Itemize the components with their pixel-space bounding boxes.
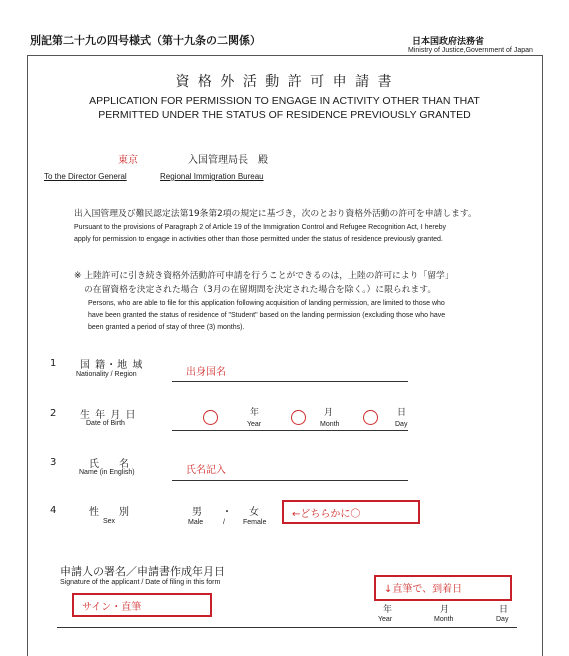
signature-label-ja: 申請人の署名／申請書作成年月日 (60, 565, 225, 578)
nationality-value[interactable]: 出身国名 (186, 367, 226, 378)
sex-slash: / (223, 519, 225, 526)
field1-label-en: Nationality / Region (76, 371, 137, 378)
sign-hint-box[interactable] (72, 593, 212, 617)
birth-year-ja: 年 (250, 408, 260, 418)
field3-label-ja: 氏 名 (89, 459, 129, 470)
filing-year-en: Year (378, 616, 393, 623)
filing-month-ja: 月 (440, 605, 450, 615)
title-en-line2: PERMITTED UNDER THE STATUS OF RESIDENCE PREVIOUSLY GRANTED (98, 109, 471, 121)
intro-en-line1: Pursuant to the provisions of Paragraph 2 of Article 19 of the Immigration Control and Refugee Recognition Act, I hereby (74, 224, 446, 231)
ministry-ja: 日本国政府法務省 (412, 37, 485, 47)
birth-month-ja: 月 (324, 408, 334, 418)
sex-male-en: Male (188, 519, 204, 526)
field4-label-en: Sex (103, 518, 116, 525)
birth-month-circle[interactable] (291, 410, 306, 425)
field4-number: 4 (50, 505, 57, 516)
nationality-underline (172, 381, 408, 382)
field1-number: 1 (50, 358, 57, 369)
note-ja-line1: ※ 上陸許可に引き続き資格外活動許可申請を行うことができるのは，上陸の許可により「留学」 (74, 271, 454, 281)
sex-hint-text: ←どちらかに〇 (292, 509, 361, 520)
sex-dot: ・ (222, 507, 232, 518)
birth-day-circle[interactable] (363, 410, 378, 425)
title-ja: 資 格 外 活 動 許 可 申 請 書 (175, 74, 394, 90)
addressee-city: 東京 (118, 155, 138, 166)
date-hint-box (374, 575, 512, 601)
intro-en-line2: apply for permission to engage in activities other than those permitted under the status of residence previously granted. (74, 236, 443, 243)
field4-label-ja: 性 別 (89, 507, 129, 518)
signature-underline (57, 627, 517, 628)
form-id: 別記第二十九の四号様式（第十九条の二関係） (30, 34, 261, 47)
filing-day-ja: 日 (499, 605, 509, 615)
field3-number: 3 (50, 457, 57, 468)
birthdate-underline (172, 430, 408, 431)
sex-female-en: Female (243, 519, 267, 526)
field1-label-ja: 国 籍・地 域 (80, 360, 144, 371)
ministry-en: Ministry of Justice,Government of Japan (408, 47, 533, 54)
birth-month-en: Month (320, 421, 340, 428)
name-value[interactable]: 氏名記入 (186, 465, 226, 476)
field2-number: 2 (50, 408, 57, 419)
signature-label-en: Signature of the applicant / Date of filing in this form (60, 579, 221, 586)
sex-hint-box (282, 500, 420, 524)
birth-year-circle[interactable] (203, 410, 218, 425)
note-en-line3: been granted a period of stay of three (3) months). (88, 324, 245, 331)
sex-female-ja[interactable]: 女 (249, 507, 259, 518)
field3-label-en: Name (in English) (79, 469, 135, 476)
note-en-line1: Persons, who are able to file for this application following acquisition of landing permission, are limited to those who (88, 300, 445, 307)
name-underline (172, 480, 408, 481)
birth-year-en: Year (247, 421, 262, 428)
addressee-bureau-ja: 入国管理局長 殿 (188, 155, 268, 166)
sex-male-ja[interactable]: 男 (192, 507, 202, 518)
filing-month-en: Month (434, 616, 454, 623)
addressee-bureau-en: Regional Immigration Bureau (160, 172, 264, 181)
note-en-line2: have been granted the status of residence of "Student" based on the landing permission (excluding those who have (88, 312, 446, 319)
birth-day-ja: 日 (397, 408, 407, 418)
field2-label-ja: 生 年 月 日 (80, 410, 137, 421)
sign-hint-text: サイン・直筆 (82, 602, 142, 613)
intro-ja: 出入国管理及び難民認定法第19条第2項の規定に基づき，次のとおり資格外活動の許可を申請します。 (74, 209, 477, 219)
filing-day-en: Day (496, 616, 509, 623)
filing-year-ja: 年 (383, 605, 393, 615)
field2-label-en: Date of Birth (86, 420, 125, 427)
title-en-line1: APPLICATION FOR PERMISSION TO ENGAGE IN ACTIVITY OTHER THAN THAT (89, 95, 480, 107)
addressee-to-en: To the Director General (44, 172, 127, 181)
date-hint-text: ↓直筆で、到着日 (384, 584, 463, 595)
note-ja-line2: の在留資格を決定された場合（3月の在留期間を決定された場合を除く。）に限られます。 (84, 285, 437, 295)
birth-day-en: Day (395, 421, 408, 428)
